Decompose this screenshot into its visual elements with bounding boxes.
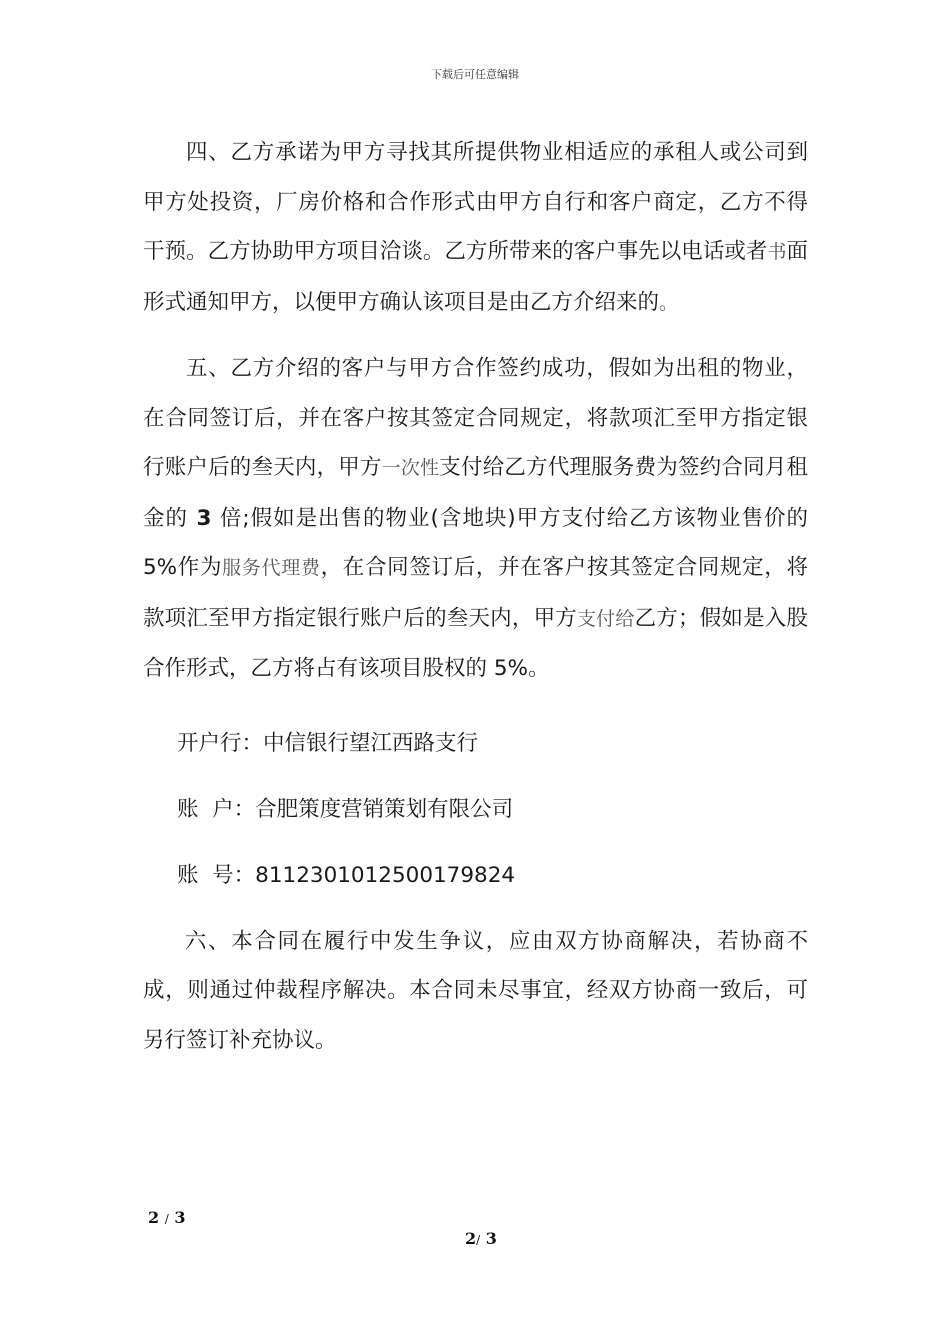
page-current-left: 2 (148, 1208, 160, 1227)
clause-five-bold-number: 3 (187, 505, 220, 531)
page-sep-center: / (476, 1233, 481, 1247)
account-name-line: 账 户：合肥策度营销策划有限公司 (177, 796, 514, 822)
clause-four-serif-b: 。 (659, 291, 679, 314)
page-total-center: 3 (485, 1229, 497, 1248)
bank-name-line: 开户行：中信银行望江西路支行 (177, 730, 479, 756)
clause-five (143, 344, 808, 694)
clause-four-serif-a: 书 (767, 241, 787, 263)
page-current-center: 2 (465, 1229, 477, 1248)
clause-five-text-a: 五、乙方介绍的客户与甲方合作签约成功，假如为出租的物业，在合同签订后，并在客户按其签定合同规定，将款项汇至甲方指定银行账户后的叁天内，甲方 (143, 356, 808, 480)
clause-five-serif-a: 一次性 (381, 457, 440, 479)
clause-five-text-e: 乙方；假如是入股合作形式，乙方将占有该项目股权的 5%。 (143, 605, 808, 681)
clause-five-text-d: ，在合同签订后，并在客户按其签定合同规定，将款项汇至甲方指定银行账户后的叁天内，甲方 (143, 555, 808, 631)
clause-five-text-b: 支付给乙方代理服务费为签约合同月租金的 (143, 455, 808, 531)
clause-five-text-c: 倍;假如是出售的物业(含地块)甲方支付给乙方该物业售价的 5%作为 (143, 505, 808, 580)
account-number-line: 账 号：8112301012500179824 (177, 862, 516, 888)
clause-five-serif-b: 服务代理费 (222, 557, 321, 579)
page-number-center (465, 1229, 497, 1248)
document-body (143, 128, 808, 1082)
clause-six: 六、本合同在履行中发生争议，应由双方协商解决，若协商不成，则通过仲裁程序解决。本合同未尽事宜，经双方协商一致后，可另行签订补充协议。 (143, 928, 808, 1053)
page-sep-left: / (164, 1212, 169, 1226)
page-header: 下载后可任意编辑 (431, 68, 519, 81)
clause-four-text-b: 面形式通知甲方，以便甲方确认该项目是由乙方介绍来的 (143, 239, 808, 315)
clause-four-text-a: 四、乙方承诺为甲方寻找其所提供物业相适应的承租人或公司到甲方处投资，厂房价格和合作形式由甲方自行和客户商定，乙方不得干预。乙方协助甲方项目洽谈。乙方所带来的客户事先以电话或者 (143, 140, 808, 264)
clause-five-serif-c: 支付给 (576, 607, 635, 630)
page-number-left (148, 1208, 185, 1227)
page-total-left: 3 (174, 1208, 186, 1227)
clause-four (143, 128, 808, 328)
